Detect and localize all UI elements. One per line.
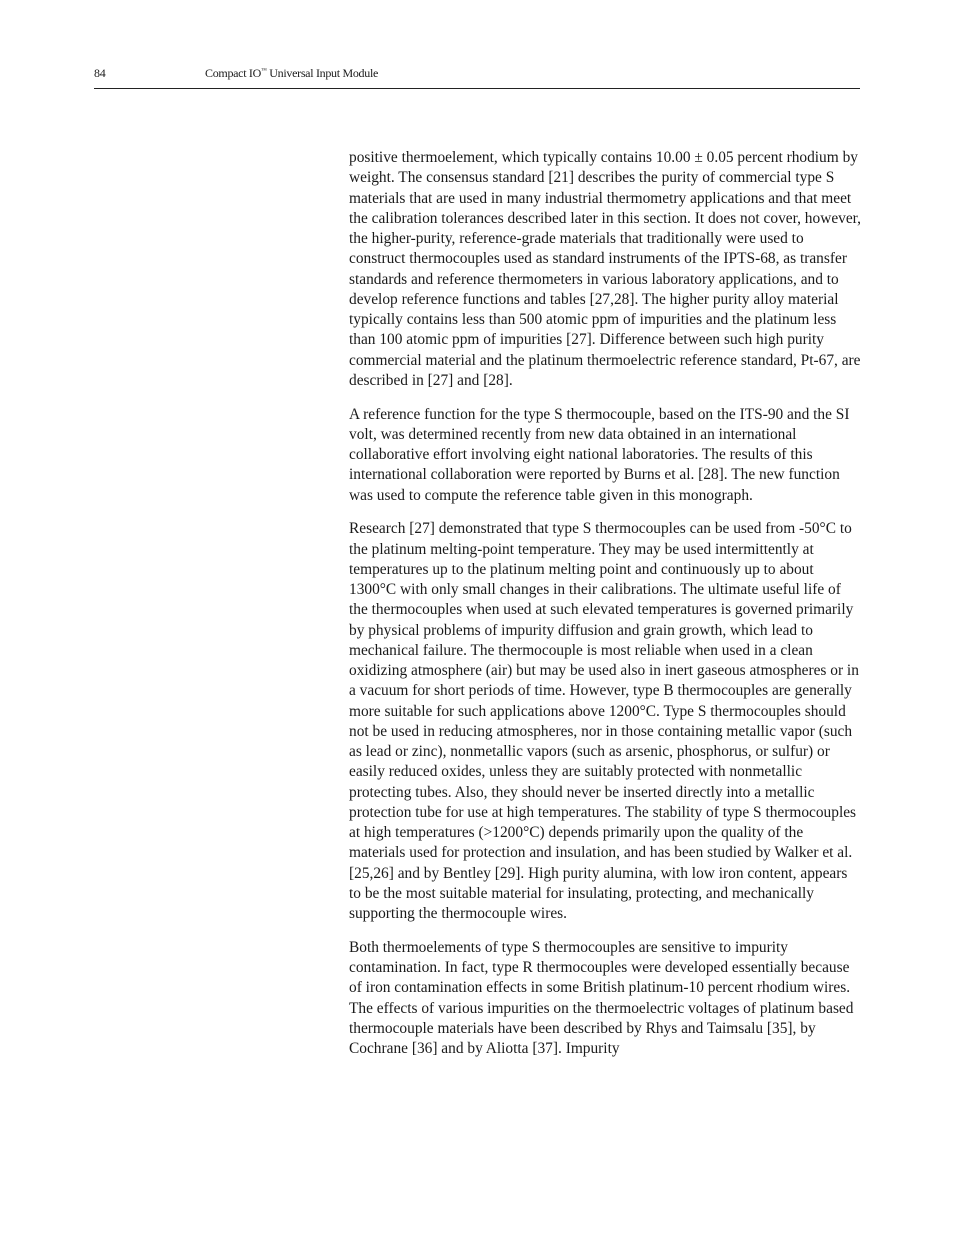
paragraph-4: Both thermoelements of type S thermocouples are sensitive to impurity contamination. In fact, type R thermocouples were developed essentially because of iron contamination effects in some British platinum-10 percent rhodium wires. The effects of various impurities on the thermoelectric voltages of platinum based thermocouple materials have been described by Rhys and Taimsalu [35], by Cochrane [36] and by Aliotta [37]. Impurity — [349, 938, 854, 1057]
paragraph-3: Research [27] demonstrated that type S thermocouples can be used from -50°C to the platinum melting-point temperature. They may be used intermittently at temperatures up to the platinum melting point and continuously up to about 1300°C with only small changes in their calibrations. The ultimate useful life of the thermocouples when used at such elevated temperatures is governed primarily by physical problems of impurity diffusion and grain growth, which lead to mechanical failure. The thermocouple is most reliable when used in a clean oxidizing atmosphere (air) but may be used also in inert gaseous atmospheres or in a vacuum for short periods of time. However, type B thermocouples are generally more suitable for such applications above 1200°C. Type S thermocouples should not be used in reducing atmospheres, nor in those containing metallic vapor (such as lead or zinc), nonmetallic vapors (such as arsenic, phosphorus, or sulfur) or easily reduced oxides, unless they are suitably protected with nonmetallic protecting tubes. Also, they should never be inserted directly into a metallic protection tube for use at high temperatures. The stability of type S thermocouples at high temperatures (>1200°C) depends primarily upon the quality of the materials used for protection and insulation, and has been studied by Walker et al. [25,26] and by Bentley [29]. High purity alumina, with low iron content, appears to be the most suitable material for insulating, protecting, and mechanically supporting the thermocouple wires. — [349, 520, 859, 922]
paragraph-2: A reference function for the type S thermocouple, based on the ITS-90 and the SI volt, was determined recently from new data obtained in an international collaborative effort involving eight national laboratories. The results of this international collaboration were reported by Burns et al. [28]. The new function was used to compute the reference table given in this monograph. — [349, 405, 850, 504]
page-number: 84 — [94, 66, 106, 80]
paragraph-1: positive thermoelement, which typically contains 10.00 ± 0.05 percent rhodium by weight. The consensus standard [21] describes the purity of commercial type S materials that are used in many industrial thermometry applications and that meet the calibration tolerances described later in this section. It does not cover, however, the higher-purity, reference-grade materials that traditionally were used to construct thermocouples used as standard instruments of the IPTS-68, as transfer standards and reference thermometers in various laboratory applications, and to develop reference functions and tables [27,28]. The higher purity alloy material typically contains less than 500 atomic ppm of impurities and the platinum less than 100 atomic ppm of impurities [27]. Difference between such high purity commercial material and the platinum thermoelectric reference standard, Pt-67, are described in [27] and [28]. — [349, 149, 862, 389]
running-header — [94, 64, 860, 89]
trademark-symbol: ™ — [261, 68, 267, 74]
header-title-rest: Universal Input Module — [266, 66, 379, 80]
header-title-main: Compact IO — [205, 66, 261, 80]
header-title — [205, 66, 378, 81]
body-text — [349, 148, 863, 1073]
